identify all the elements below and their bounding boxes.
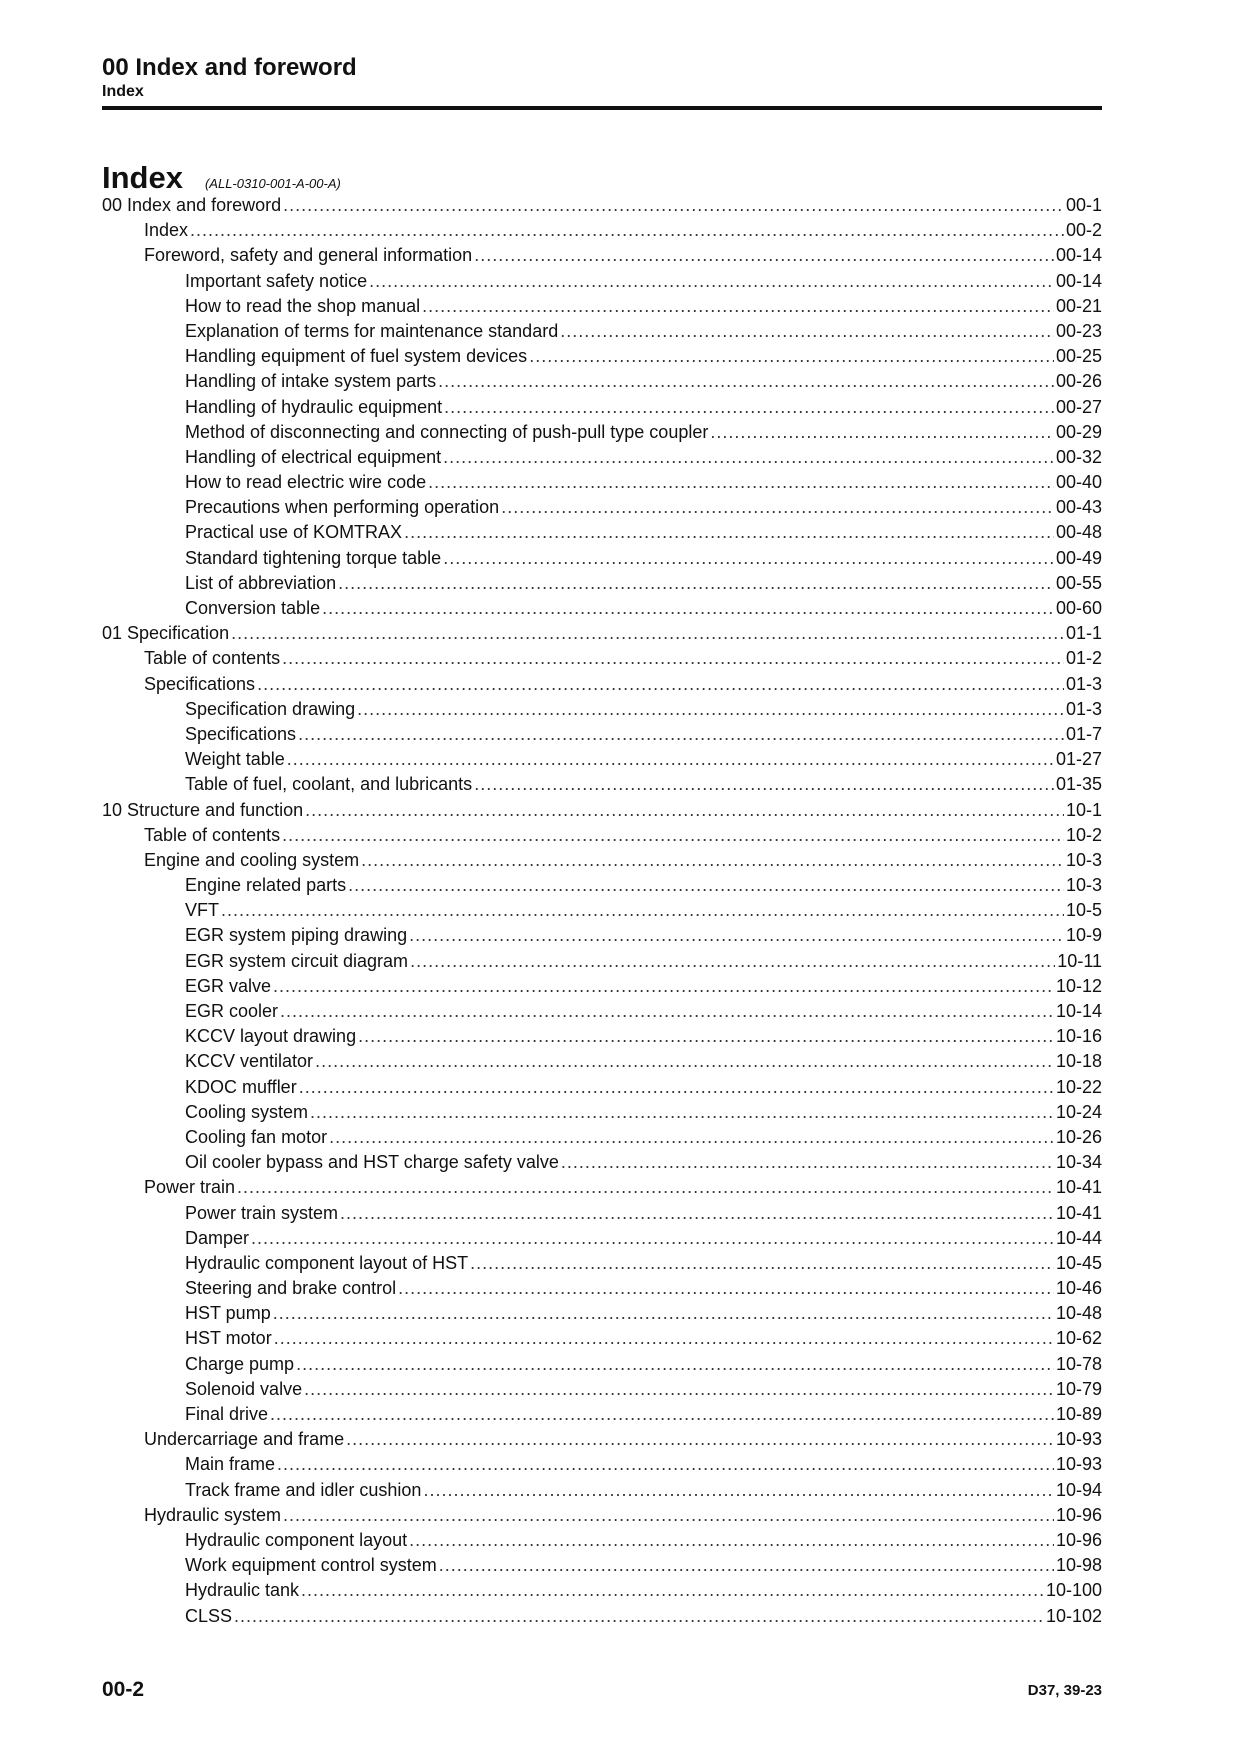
machine-model: D37, 39-23 (1027, 1682, 1102, 1699)
toc-entry-label: Important safety notice (185, 270, 368, 291)
toc-entry[interactable] (102, 722, 1102, 747)
toc-entry-label: Method of disconnecting and connecting of push-pull type coupler (185, 421, 709, 442)
dot-leader (422, 294, 1054, 319)
toc-entry[interactable] (102, 999, 1102, 1024)
toc-entry-label: Damper (185, 1227, 250, 1248)
toc-entry-label: Explanation of terms for maintenance standard (185, 320, 559, 341)
toc-entry-label: EGR valve (185, 975, 272, 996)
toc-entry-page: 01-1 (1065, 623, 1102, 644)
dot-leader (270, 1402, 1054, 1427)
toc-entry-page: 10-93 (1055, 1429, 1102, 1450)
toc-entry-page: 00-25 (1055, 346, 1102, 367)
toc-entry-page: 10-93 (1055, 1454, 1102, 1475)
section-subtitle: Index (102, 83, 144, 100)
toc-entry-label: Cooling fan motor (185, 1126, 328, 1147)
dot-leader (237, 1175, 1054, 1200)
toc-entry[interactable] (102, 1553, 1102, 1578)
toc-entry-label: EGR system piping drawing (185, 925, 408, 946)
toc-entry-page: 10-1 (1065, 799, 1102, 820)
toc-entry[interactable] (102, 621, 1102, 646)
toc-entry-page: 10-24 (1055, 1101, 1102, 1122)
toc-entry[interactable] (102, 596, 1102, 621)
toc-entry-label: 00 Index and foreword (102, 195, 282, 215)
toc-entry-label: Table of contents (144, 648, 281, 669)
toc-entry-page: 01-3 (1065, 673, 1102, 694)
dot-leader (404, 520, 1054, 545)
dot-leader (277, 1452, 1054, 1477)
toc-entry-label: List of abbreviation (185, 572, 337, 593)
dot-leader (273, 974, 1054, 999)
toc-entry[interactable] (102, 974, 1102, 999)
toc-entry[interactable] (102, 1251, 1102, 1276)
toc-entry-page: 10-46 (1055, 1278, 1102, 1299)
dot-leader (501, 495, 1054, 520)
toc-entry-label: Work equipment control system (185, 1555, 437, 1576)
dot-leader (299, 1075, 1054, 1100)
toc-entry-label: VFT (185, 900, 219, 921)
header-divider (102, 106, 1102, 110)
toc-entry-page: 00-23 (1055, 320, 1102, 341)
toc-entry[interactable] (102, 369, 1102, 394)
toc-entry[interactable] (102, 1604, 1102, 1629)
toc-entry-page: 01-2 (1065, 648, 1102, 669)
toc-entry[interactable] (102, 873, 1102, 898)
dot-leader (470, 1251, 1054, 1276)
dot-leader (710, 420, 1054, 445)
toc-entry-label: KCCV layout drawing (185, 1026, 357, 1047)
dot-leader (409, 1528, 1054, 1553)
dot-leader (398, 1276, 1054, 1301)
toc-entry-page: 10-9 (1065, 925, 1102, 946)
toc-entry-page: 10-94 (1055, 1479, 1102, 1500)
dot-leader (361, 848, 1064, 873)
toc-entry-label: Weight table (185, 749, 285, 770)
toc-entry[interactable] (102, 193, 1102, 218)
toc-entry-label: KCCV ventilator (185, 1051, 314, 1072)
toc-entry[interactable] (102, 294, 1102, 319)
toc-entry[interactable] (102, 798, 1102, 823)
toc-entry-label: HST pump (185, 1303, 271, 1324)
toc-entry-page: 10-44 (1055, 1227, 1102, 1248)
page-header (102, 54, 1102, 102)
toc-entry-label: EGR cooler (185, 1001, 279, 1021)
dot-leader (444, 395, 1054, 420)
toc-entry-page: 10-96 (1055, 1529, 1102, 1550)
dot-leader (282, 646, 1064, 671)
dot-leader (287, 747, 1054, 772)
dot-leader (310, 1100, 1054, 1125)
toc-entry-label: EGR system circuit diagram (185, 950, 409, 971)
dot-leader (273, 1301, 1054, 1326)
toc-entry-label: 01 Specification (102, 623, 230, 644)
toc-entry-page: 10-78 (1055, 1353, 1102, 1374)
toc-entry[interactable] (102, 1150, 1102, 1175)
dot-leader (274, 1326, 1054, 1351)
toc-entry-label: Conversion table (185, 598, 321, 618)
toc-entry[interactable] (102, 1301, 1102, 1326)
toc-entry[interactable] (102, 1427, 1102, 1452)
toc-entry[interactable] (102, 470, 1102, 495)
toc-entry[interactable] (102, 319, 1102, 344)
toc-entry[interactable] (102, 949, 1102, 974)
page-number: 00-2 (102, 1678, 145, 1701)
toc-entry[interactable] (102, 1478, 1102, 1503)
toc-entry-label: Precautions when performing operation (185, 497, 500, 518)
toc-entry-label: Standard tightening torque table (185, 547, 442, 568)
dot-leader (298, 722, 1064, 747)
toc-entry[interactable] (102, 1100, 1102, 1125)
toc-entry[interactable] (102, 571, 1102, 596)
dot-leader (346, 1427, 1054, 1452)
toc-entry[interactable] (102, 1452, 1102, 1477)
toc-entry-label: Specifications (185, 723, 297, 744)
toc-entry-page: 10-98 (1055, 1555, 1102, 1576)
dot-leader (251, 1226, 1054, 1251)
toc-entry-page: 10-41 (1055, 1177, 1102, 1198)
toc-entry[interactable] (102, 1075, 1102, 1100)
dot-leader (280, 999, 1054, 1024)
toc-entry-page: 00-32 (1055, 446, 1102, 467)
dot-leader (560, 319, 1054, 344)
toc-entry-page: 01-35 (1055, 774, 1102, 795)
toc-entry-page: 10-100 (1045, 1580, 1102, 1601)
dot-leader (369, 269, 1054, 294)
toc-entry-label: Power train system (185, 1202, 339, 1223)
dot-leader (358, 1024, 1054, 1049)
dot-leader (322, 596, 1054, 621)
toc-entry-page: 10-96 (1055, 1504, 1102, 1525)
toc-entry[interactable] (102, 848, 1102, 873)
dot-leader (305, 798, 1064, 823)
toc-entry[interactable] (102, 520, 1102, 545)
toc-entry[interactable] (102, 1201, 1102, 1226)
toc-entry[interactable] (102, 747, 1102, 772)
dot-leader (423, 1478, 1054, 1503)
toc-entry-page: 00-26 (1055, 371, 1102, 392)
toc-entry-label: Oil cooler bypass and HST charge safety valve (185, 1152, 559, 1173)
dot-leader (474, 772, 1054, 797)
dot-leader (338, 571, 1054, 596)
toc-entry-page: 10-102 (1045, 1605, 1102, 1626)
toc-entry-page: 01-3 (1065, 698, 1102, 719)
table-of-contents (102, 193, 1102, 1629)
toc-entry[interactable] (102, 269, 1102, 294)
dot-leader (234, 1604, 1044, 1629)
dot-leader (304, 1377, 1054, 1402)
dot-leader (231, 621, 1064, 646)
dot-leader (257, 672, 1064, 697)
toc-entry-page: 10-3 (1065, 875, 1102, 896)
toc-entry-page: 00-14 (1055, 270, 1102, 291)
toc-entry-page: 00-21 (1055, 295, 1102, 316)
toc-entry-label: Engine related parts (185, 875, 347, 896)
toc-entry[interactable] (102, 646, 1102, 671)
toc-entry[interactable] (102, 1049, 1102, 1074)
dot-leader (439, 1553, 1054, 1578)
toc-entry-page: 01-7 (1065, 723, 1102, 744)
toc-entry-page: 00-27 (1055, 396, 1102, 417)
toc-entry[interactable] (102, 697, 1102, 722)
toc-entry-page: 10-79 (1055, 1378, 1102, 1399)
toc-entry-label: Table of fuel, coolant, and lubricants (185, 774, 473, 795)
toc-entry[interactable] (102, 218, 1102, 243)
dot-leader (474, 243, 1054, 268)
toc-entry[interactable] (102, 1578, 1102, 1603)
toc-entry[interactable] (102, 1326, 1102, 1351)
dot-leader (283, 193, 1064, 218)
toc-entry-label: How to read the shop manual (185, 295, 421, 316)
toc-entry-label: Engine and cooling system (144, 849, 360, 870)
dot-leader (529, 344, 1054, 369)
toc-entry-page: 00-29 (1055, 421, 1102, 442)
toc-entry[interactable] (102, 898, 1102, 923)
toc-entry-label: Table of contents (144, 824, 281, 845)
toc-entry-label: Handling of hydraulic equipment (185, 396, 443, 417)
toc-entry-page: 10-62 (1055, 1328, 1102, 1349)
toc-entry-page: 10-48 (1055, 1303, 1102, 1324)
toc-entry-label: Hydraulic component layout (185, 1529, 408, 1550)
toc-entry-page: 00-1 (1065, 195, 1102, 215)
toc-entry-label: 10 Structure and function (102, 799, 304, 820)
dot-leader (410, 949, 1055, 974)
toc-entry-page: 10-3 (1065, 849, 1102, 870)
toc-entry[interactable] (102, 1402, 1102, 1427)
toc-entry[interactable] (102, 1352, 1102, 1377)
toc-entry-label: Index (144, 220, 189, 241)
toc-entry-label: Power train (144, 1177, 236, 1198)
toc-entry-label: HST motor (185, 1328, 272, 1349)
toc-entry-page: 00-55 (1055, 572, 1102, 593)
toc-entry[interactable] (102, 823, 1102, 848)
toc-entry-page: 10-16 (1055, 1026, 1102, 1047)
toc-entry-label: Specifications (144, 673, 256, 694)
toc-entry[interactable] (102, 1125, 1102, 1150)
toc-entry-page: 10-89 (1055, 1404, 1102, 1424)
index-title: Index (102, 160, 183, 195)
dot-leader (348, 873, 1064, 898)
dot-leader (329, 1125, 1054, 1150)
toc-entry-page: 00-48 (1055, 522, 1102, 543)
toc-entry[interactable] (102, 495, 1102, 520)
toc-entry[interactable] (102, 1503, 1102, 1528)
toc-entry[interactable] (102, 395, 1102, 420)
toc-entry-page: 10-26 (1055, 1126, 1102, 1147)
dot-leader (190, 218, 1064, 243)
toc-entry[interactable] (102, 1175, 1102, 1200)
toc-entry-page: 10-45 (1055, 1252, 1102, 1273)
toc-entry-label: KDOC muffler (185, 1076, 297, 1097)
toc-entry-label: Handling of electrical equipment (185, 446, 442, 467)
dot-leader (283, 1503, 1054, 1528)
toc-entry-page: 10-22 (1055, 1076, 1102, 1097)
toc-entry-page: 10-11 (1057, 950, 1102, 971)
toc-entry-page: 00-43 (1055, 497, 1102, 518)
toc-entry-page: 10-34 (1055, 1152, 1102, 1173)
toc-entry-label: Main frame (185, 1454, 276, 1475)
toc-entry[interactable] (102, 1226, 1102, 1251)
toc-entry-label: Final drive (185, 1404, 269, 1424)
toc-entry-page: 10-5 (1065, 900, 1102, 921)
toc-entry-label: Hydraulic component layout of HST (185, 1252, 469, 1273)
toc-entry-label: Hydraulic tank (185, 1580, 300, 1601)
toc-entry[interactable] (102, 1528, 1102, 1553)
toc-entry[interactable] (102, 243, 1102, 268)
toc-entry-label: Charge pump (185, 1353, 295, 1374)
toc-entry-label: Solenoid valve (185, 1378, 303, 1399)
toc-entry-label: Steering and brake control (185, 1278, 397, 1299)
toc-entry[interactable] (102, 546, 1102, 571)
dot-leader (438, 369, 1054, 394)
toc-entry-label: How to read electric wire code (185, 472, 427, 493)
toc-entry-page: 01-27 (1055, 749, 1102, 770)
toc-entry-label: Cooling system (185, 1101, 309, 1122)
dot-leader (301, 1578, 1044, 1603)
toc-entry-page: 10-14 (1055, 1001, 1102, 1021)
toc-entry-label: Track frame and idler cushion (185, 1479, 422, 1500)
dot-leader (221, 898, 1064, 923)
toc-entry[interactable] (102, 420, 1102, 445)
toc-entry-page: 10-12 (1055, 975, 1102, 996)
dot-leader (282, 823, 1064, 848)
toc-entry-page: 10-18 (1055, 1051, 1102, 1072)
toc-entry-page: 10-2 (1065, 824, 1102, 845)
toc-entry-label: Specification drawing (185, 698, 356, 719)
toc-entry[interactable] (102, 672, 1102, 697)
index-heading (102, 160, 341, 196)
toc-entry[interactable] (102, 923, 1102, 948)
dot-leader (409, 923, 1064, 948)
dot-leader (340, 1201, 1054, 1226)
dot-leader (357, 697, 1064, 722)
toc-entry[interactable] (102, 772, 1102, 797)
toc-entry-label: Handling equipment of fuel system devices (185, 346, 528, 367)
toc-entry-page: 00-14 (1055, 245, 1102, 266)
toc-entry-label: Undercarriage and frame (144, 1429, 345, 1450)
dot-leader (443, 546, 1054, 571)
toc-entry-label: CLSS (185, 1605, 233, 1626)
section-title: 00 Index and foreword (102, 54, 357, 81)
toc-entry-page: 00-60 (1055, 598, 1102, 618)
toc-entry-page: 10-41 (1055, 1202, 1102, 1223)
toc-entry[interactable] (102, 1276, 1102, 1301)
toc-entry-label: Handling of intake system parts (185, 371, 437, 392)
dot-leader (443, 445, 1054, 470)
toc-entry-label: Practical use of KOMTRAX (185, 522, 403, 543)
toc-entry[interactable] (102, 1024, 1102, 1049)
toc-entry[interactable] (102, 445, 1102, 470)
document-code: (ALL-0310-001-A-00-A) (204, 176, 341, 191)
toc-entry-page: 00-49 (1055, 547, 1102, 568)
dot-leader (315, 1049, 1054, 1074)
dot-leader (561, 1150, 1054, 1175)
toc-entry-label: Hydraulic system (144, 1504, 282, 1525)
toc-entry-page: 00-40 (1055, 472, 1102, 493)
toc-entry-page: 00-2 (1065, 220, 1102, 241)
dot-leader (428, 470, 1054, 495)
dot-leader (296, 1352, 1054, 1377)
toc-entry[interactable] (102, 1377, 1102, 1402)
toc-entry[interactable] (102, 344, 1102, 369)
toc-entry-label: Foreword, safety and general information (144, 245, 473, 266)
